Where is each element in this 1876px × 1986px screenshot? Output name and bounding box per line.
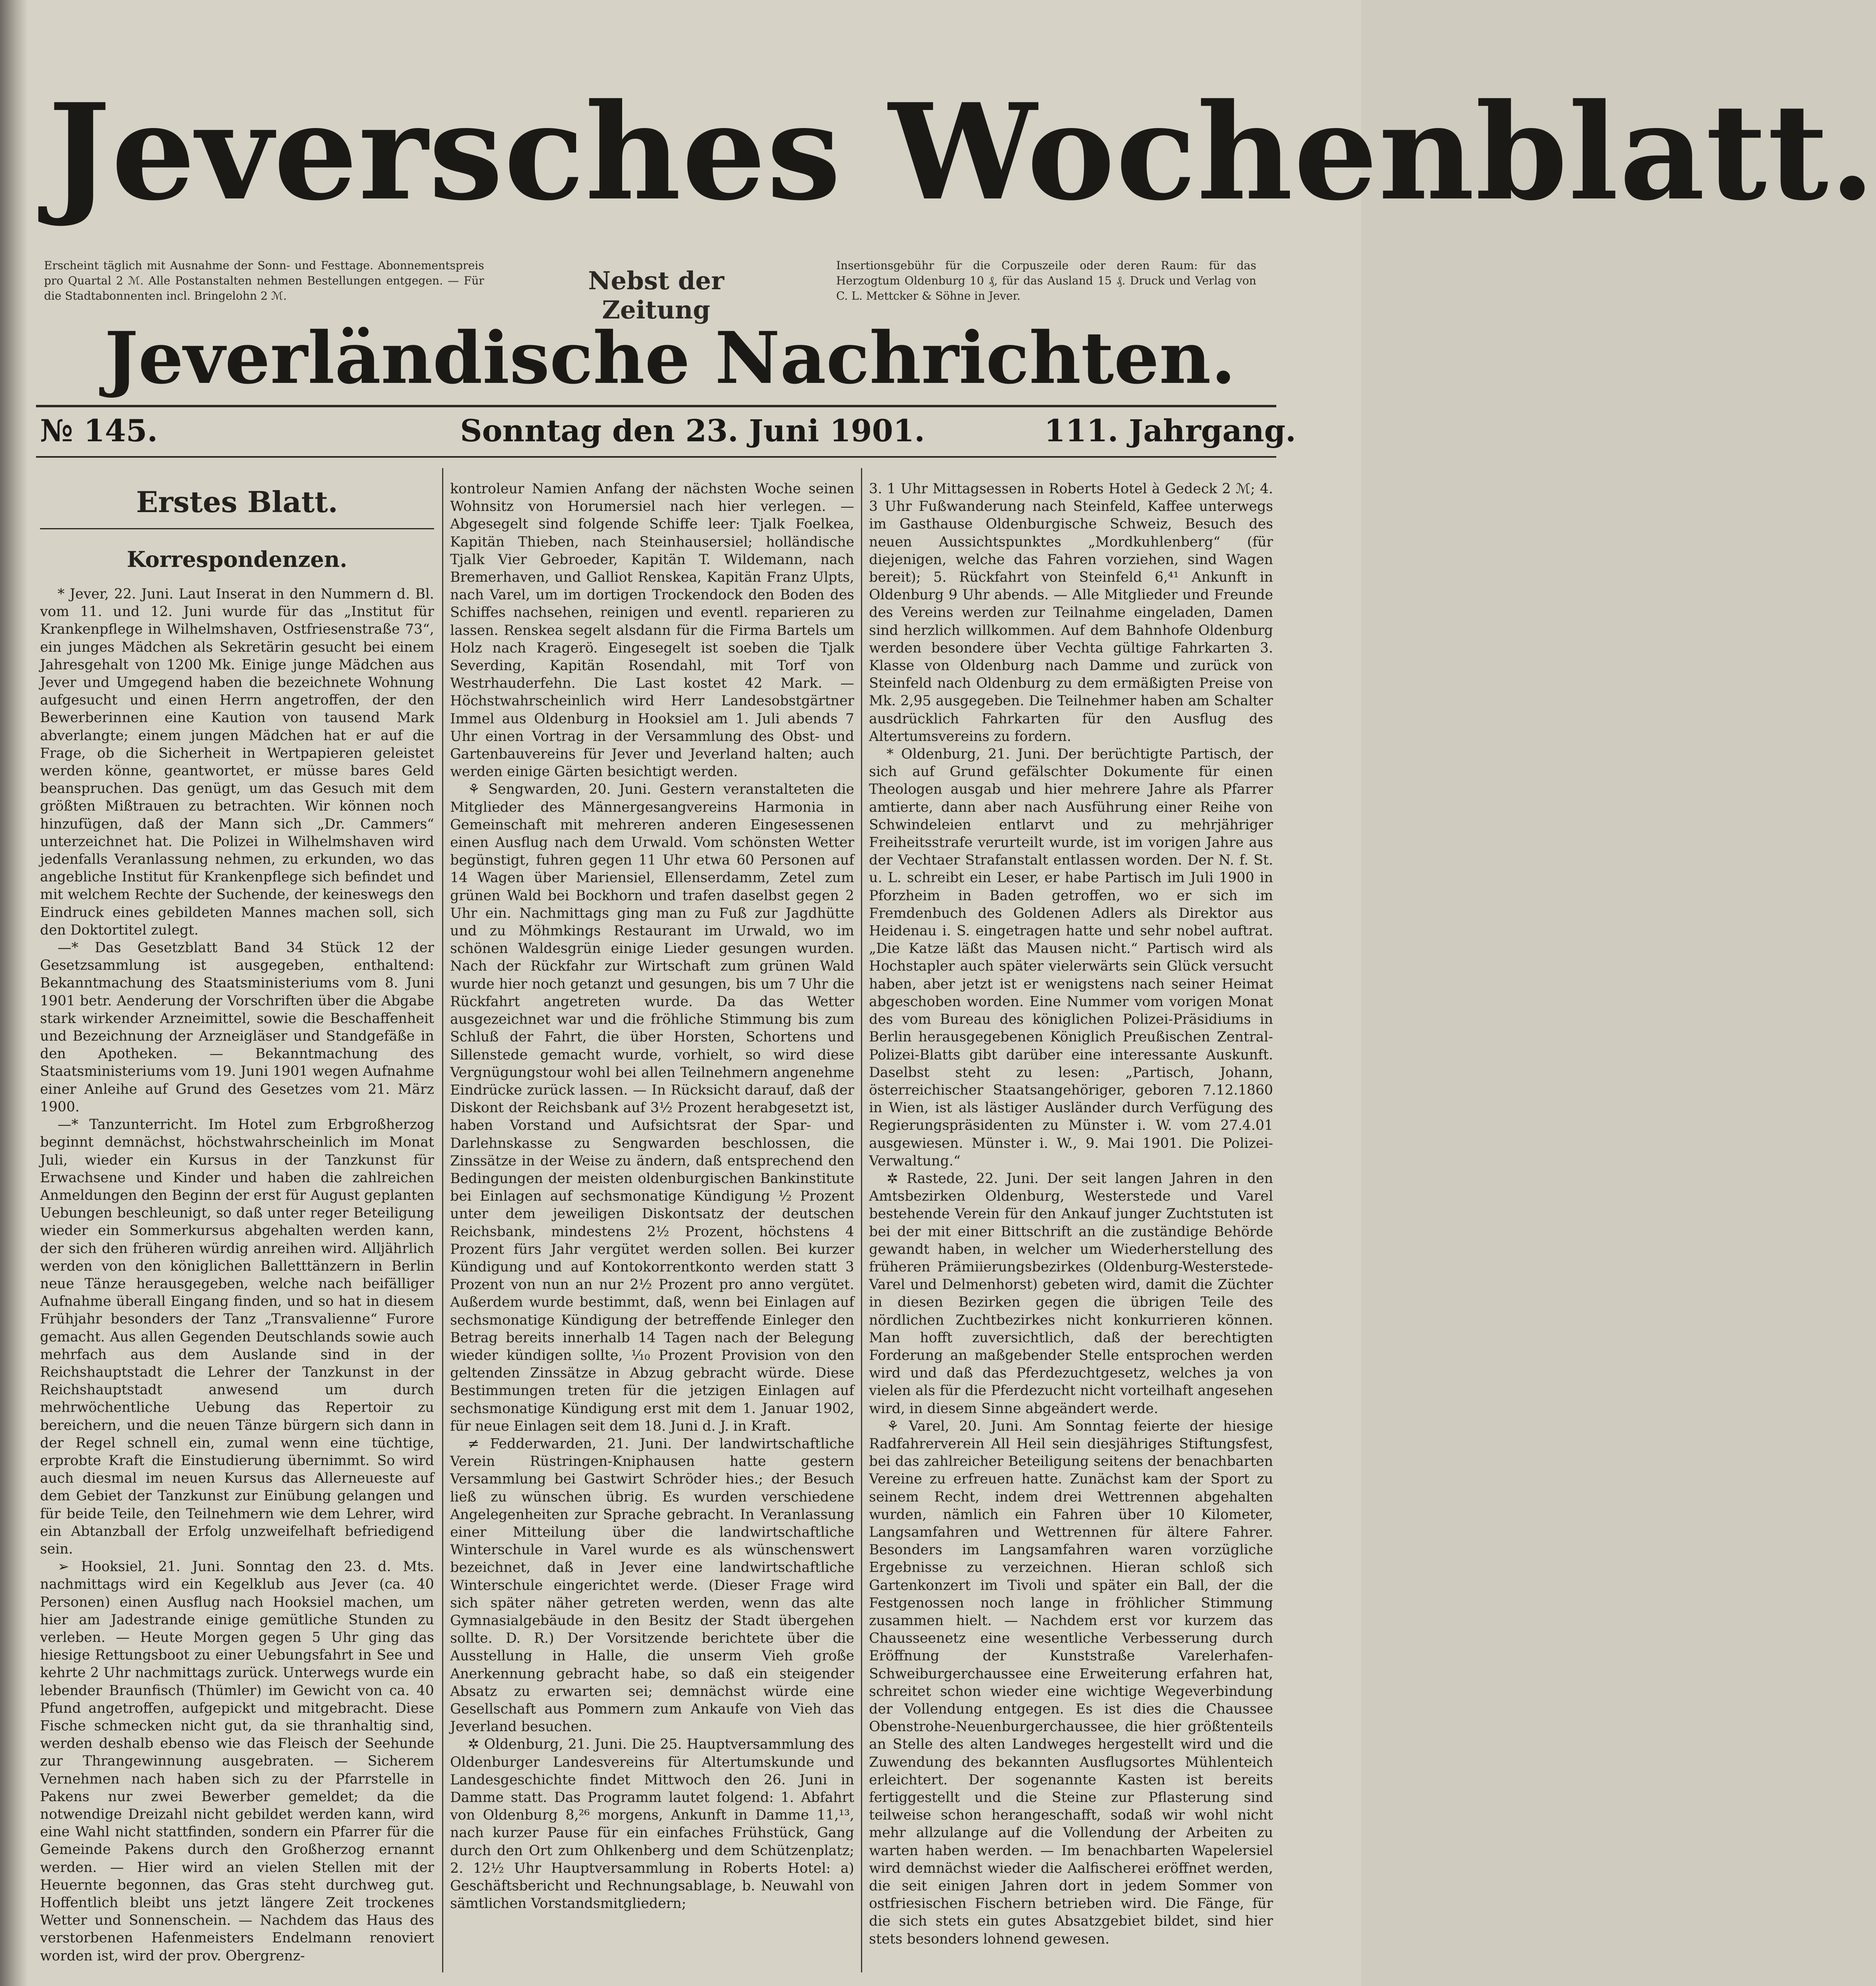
column-1 — [40, 480, 434, 1972]
subscription-info: Erscheint täglich mit Ausnahme der Sonn- und Festtage. Abonnementspreis pro Quartal 2 ℳ. Alle Postanstalten nehmen Bestellungen entgegen. — Für die Stadtabonnenten incl. Bringelohn 2 ℳ. — [44, 259, 484, 302]
masthead-subtitle: Jeverländische Nachrichten. — [104, 316, 1236, 400]
page-binding-edge — [0, 0, 28, 1986]
heading-rule — [40, 528, 434, 529]
issue-rule-top — [36, 405, 1276, 407]
column-divider-1 — [442, 468, 443, 1972]
masthead-middle-line: Nebst der Zeitung — [588, 266, 725, 324]
article-sengwarden: ⚘ Sengwarden, 20. Juni. Gestern veranstalteten die Mitglieder des Männergesangvereins Harmonia in Gemeinschaft mit mehreren anderen Eingesessenen einen Ausflug nach dem Urwald. Vom schönsten Wetter begünstigt, fuhren gegen 11 Uhr etwa 60 Personen auf 14 Wagen über Mariensiel, Ellenserdamm, Zetel zum grünen Wald bei Bockhorn und trafen daselbst gegen 2 Uhr ein. Nachmittags ging man zu Fuß zur Jagdhütte und zu Möhmkings Restaurant im Urwald, wo im schönen Waldesgrün einige Lieder gesungen wurden. Nach der Rückfahr zur Wirtschaft zum grünen Wald wurde hier noch getanzt und gesungen, bis um 7 Uhr die Rückfahrt angetreten wurde. Da das Wetter ausgezeichnet war und die fröhliche Stimmung bis zum Schluß der Fahrt, die über Horsten, Schortens und Sillenstede gemacht wurde, vorhielt, so wird diese Vergnügungstour wohl bei allen Teilnehmern angenehme Eindrücke zurück lassen. — In Rücksicht darauf, daß der Diskont der Reichsbank auf 3½ Prozent herabgesetzt ist, haben Vorstand und Aufsichtsrat der Spar- und Darlehnskasse zu Sengwarden beschlossen, die Zinssätze in der Weise zu ändern, daß entsprechend den Bedingungen der meisten oldenburgischen Bankinstitute bei Einlagen auf sechsmonatige Kündigung ½ Prozent unter dem jeweiligen Diskontsatz der deutschen Reichsbank, mindestens 2½ Prozent, höchstens 4 Prozent fürs Jahr vergütet werden sollen. Bei kurzer Kündigung und auf Kontokorrentkonto werden statt 3 Prozent von nun an nur 2½ Prozent pro anno vergütet. Außerdem wurde bestimmt, daß, wenn bei Einlagen auf sechsmonatige Kündigung der betreffende Einleger den Betrag bereits innerhalb 14 Tagen nach der Belegung wieder kündigen sollte, ¹⁄₁₀ Prozent Provision von den geltenden Zinssätze in Abzug gebracht würde. Diese Bestimmungen treten für die jetzigen Einlagen auf sechsmonatige Kündigung erst mit dem 1. Januar 1902, für neue Einlagen seit dem 18. Juni d. J. in Kraft. — [450, 781, 854, 1434]
column-3 — [869, 480, 1273, 1972]
masthead-title: Jeversches Wochenblatt. — [48, 74, 1876, 230]
article-oldenburg-partisch: * Oldenburg, 21. Juni. Der berüchtigte Partisch, der sich auf Grund gefälschter Dokumente für einen Theologen ausgab und hier mehrere Jahre als Pfarrer amtierte, dann aber nach Ausführung einer Reihe von Schwindeleien entlarvt und zu mehrjähriger Freiheitsstrafe verurteilt wurde, ist im vorigen Jahre aus der Vechtaer Strafanstalt entlassen worden. Der N. f. St. u. L. schreibt ein Leser, er habe Partisch im Juli 1900 in Pforzheim in Baden getroffen, wo er sich im Fremdenbuch des Goldenen Adlers als Direktor aus Heidenau i. S. eingetragen hatte und sehr nobel auftrat. „Die Katze läßt das Mausen nicht.“ Partisch wird als Hochstapler auch später vielerwärts sein Glück versucht haben, aber jetzt ist er wenigstens nach seiner Heimat abgeschoben worden. Eine Nummer vom vorigen Monat des vom Bureau des königlichen Polizei-Präsidiums in Berlin herausgegebenen Königlich Preußischen Zentral-Polizei-Blatts gibt darüber eine interessante Auskunft. Daselbst steht zu lesen: „Partisch, Johann, österreichischer Staatsangehöriger, geboren 7.12.1860 in Wien, ist als lästiger Ausländer durch Verfügung des Regierungspräsidenten zu Münster i. W. vom 27.4.01 ausgewiesen. Münster i. W., 9. Mai 1901. Die Polizei-Verwaltung.“ — [869, 746, 1273, 1169]
article-jever: * Jever, 22. Juni. Laut Inserat in den Nummern d. Bl. vom 11. und 12. Juni wurde für das „Institut für Krankenpflege in Wilhelmshaven, Ostfriesenstraße 73“, ein junges Mädchen als Sekretärin gesucht bei einem Jahresgehalt von 1200 Mk. Einige junge Mädchen aus Jever und Umgegend haben die bezeichnete Wohnung aufgesucht und einen Herrn angetroffen, der den Bewerberinnen eine Kaution von tausend Mark abverlangte; einem jungen Mädchen hat er auf die Frage, ob die Sicherheit in Wertpapieren geleistet werden könne, geantwortet, er müsse bares Geld beanspruchen. Das genügt, um das Gesuch mit dem größten Mißtrauen zu betrachten. Wir können noch hinzufügen, daß der Mann sich „Dr. Cammers“ unterzeichnet hat. Die Polizei in Wilhelmshaven wird jedenfalls Veranlassung nehmen, zu erkunden, wo das angebliche Institut für Krankenpflege sich befindet und mit welchem Rechte der Suchende, der keineswegs den Eindruck eines gebildeten Mannes machen soll, sich den Doktortitel zulegt. — [40, 586, 434, 938]
article-rastede: ✲ Rastede, 22. Juni. Der seit langen Jahren in den Amtsbezirken Oldenburg, Westerstede und Varel bestehende Verein für den Ankauf junger Zuchtstuten ist bei der mit einer Bittschrift an die zuständige Behörde gewandt haben, in welcher um Wiederherstellung des früheren Prämiierungsbezirkes (Oldenburg-Westerstede-Varel und Delmenhorst) gebeten wird, damit die Züchter in diesen Bezirken gegen die übrigen Teile des nördlichen Zuchtbezirkes nicht konkurrieren können. Man hofft zuversichtlich, daß der berechtigten Forderung an maßgebender Stelle entsprochen werden wird und daß das Pferdezuchtgesetz, welches ja von vielen als für die Pferdezucht nicht vorteilhaft angesehen wird, in diesem Sinne abgeändert werde. — [869, 1170, 1273, 1417]
article-gesetzblatt: —* Das Gesetzblatt Band 34 Stück 12 der Gesetzsammlung ist ausgegeben, enthaltend: Bekanntmachung des Staatsministeriums vom 8. Juni 1901 betr. Aenderung der Vorschriften über die Abgabe stark wirkender Arzneimittel, sowie die Beschaffenheit und Bezeichnung der Arzneigläser und Standgefäße in den Apotheken. — Bekanntmachung des Staatsministeriums vom 19. Juni 1901 wegen Aufnahme einer Anleihe auf Grund des Gesetzes vom 21. März 1900. — [40, 940, 434, 1115]
article-varel: ⚘ Varel, 20. Juni. Am Sonntag feierte der hiesige Radfahrerverein All Heil sein diesjähriges Stiftungsfest, bei das zahlreicher Beteiligung seitens der benachbarten Vereine zu erfreuen hatte. Zunächst kam der Sport zu seinem Recht, indem drei Wettrennen abgehalten wurden, nämlich ein Fahren über 10 Kilometer, Langsamfahren und Wettrennen für ältere Fahrer. Besonders im Langsamfahren waren vorzügliche Ergebnisse zu verzeichnen. Hieran schloß sich Gartenkonzert im Tivoli und später ein Ball, der die Festgenossen noch lange in fröhlicher Stimmung zusammen hielt. — Nachdem erst vor kurzem das Chausseenetz eine wesentliche Verbesserung durch Eröffnung der Kunststraße Varelerhafen-Schweiburgerchaussee eine Erweiterung erfahren hat, schreitet schon wieder eine wichtige Wegeverbindung der Vollendung entgegen. Es ist dies die Chaussee Obenstrohe-Neuenburgerchaussee, die hier größtenteils an Stelle des alten Landweges hergestellt wird und die Zuwendung des bekannten Ausflugsortes Mühlenteich erleichtert. Der sogenannte Kasten ist bereits fertiggestellt und die Steine zur Pflasterung sind teilweise schon herangeschafft, sodaß wir wohl nicht mehr allzulange auf die Vollendung der Arbeiten zu warten haben werden. — Im benachbarten Wapelersiel wird demnächst wieder die Aalfischerei eröffnet werden, die seit einigen Jahren dort in jedem Sommer von ostfriesischen Fischern betrieben wird. Die Fänge, für die sich stets ein gutes Absatzgebiet bildet, sind hier stets besonders lohnend gewesen. — [869, 1418, 1273, 1947]
issue-year: 111. Jahrgang. — [1044, 413, 1296, 448]
column-2 — [450, 480, 854, 1972]
article-hooksiel-continued: kontroleur Namien Anfang der nächsten Woche seinen Wohnsitz von Horumersiel nach hier verlegen. — Abgesegelt sind folgende Schiffe leer: Tjalk Foelkea, Kapitän Thieben, nach Steinhausersiel; holländische Tjalk Vier Gebroeder, Kapitän T. Wildemann, nach Bremerhaven, und Galliot Renskea, Kapitän Franz Ulpts, nach Varel, um im dortigen Trockendock den Boden des Schiffes nachsehen, reinigen und eventl. reparieren zu lassen. Renskea segelt alsdann für die Firma Bartels um Holz nach Kragerö. Eingesegelt ist soeben die Tjalk Severding, Kapitän Rosendahl, mit Torf von Westrhauderfehn. Die Last kostet 42 Mark. — Höchstwahrscheinlich wird Herr Landesobstgärtner Immel aus Oldenburg in Hooksiel am 1. Juli abends 7 Uhr einen Vortrag in der Versammlung des Obst- und Gartenbauvereins für Jever und Jeverland halten; auch werden einige Gärten besichtigt werden. — [450, 481, 854, 780]
article-oldenburg-continued: 3. 1 Uhr Mittagsessen in Roberts Hotel à Gedeck 2 ℳ; 4. 3 Uhr Fußwanderung nach Steinfeld, Kaffee unterwegs im Gasthause Oldenburgische Schweiz, Besuch des neuen Aussichtspunktes „Mordkuhlenberg“ (für diejenigen, welche das Fahren vorziehen, sind Wagen bereit); 5. Rückfahrt von Steinfeld 6,⁴¹ Ankunft in Oldenburg 9 Uhr abends. — Alle Mitglieder und Freunde des Vereins werden zur Teilnahme eingeladen, Damen sind herzlich willkommen. Auf dem Bahnhofe Oldenburg werden besondere über Vechta gültige Fahrkarten 3. Klasse von Oldenburg nach Damme und zurück von Steinfeld nach Oldenburg zu dem ermäßigten Preise von Mk. 2,95 ausgegeben. Die Teilnehmer haben am Schalter ausdrücklich Fahrkarten für den Ausflug des Altertumsvereins zu fordern. — [869, 481, 1273, 745]
issue-number: № 145. — [40, 413, 158, 448]
article-tanzunterricht: —* Tanzunterricht. Im Hotel zum Erbgroßherzog beginnt demnächst, höchstwahrscheinlich im Monat Juli, wieder ein Kursus in der Tanzkunst für Erwachsene und Kinder und haben die zahlreichen Anmeldungen den Beginn der erst für August geplanten Uebungen beschleunigt, so daß unter reger Beteiligung wieder ein Sommerkursus abgehalten werden kann, der sich den früheren würdig anreihen wird. Alljährlich werden von den königlichen Balletttänzern in Berlin neue Tänze herausgegeben, welche nach beifälliger Aufnahme überall Eingang finden, und so hat in diesem Frühjahr besonders der Tanz „Transvalienne“ Furore gemacht. Aus allen Gegenden Deutschlands sowie auch mehrfach aus dem Auslande sind in der Reichshauptstadt die Lehrer der Tanzkunst in der Reichshauptstadt anwesend um durch mehrwöchentliche Uebung das Repertoir zu bereichern, und die neuen Tänze bürgern sich dann in der Regel schnell ein, zumal wenn eine tüchtige, erprobte Kraft die Einstudierung übernimmt. So wird auch diesmal im neuen Kursus das Allerneueste auf dem Gebiet der Tanzkunst zur Einübung gelangen und für beide Teile, den Teilnehmern wie dem Lehrer, wird ein Abtanzball der Erfolg unzweifelhaft befriedigend sein. — [40, 1117, 434, 1557]
article-hooksiel: ➢ Hooksiel, 21. Juni. Sonntag den 23. d. Mts. nachmittags wird ein Kegelklub aus Jever (ca. 40 Personen) einen Ausflug nach Hooksiel machen, um hier am Jadestrande einige gemütliche Stunden zu verleben. — Heute Morgen gegen 5 Uhr ging das hiesige Rettungsboot zu einer Uebungsfahrt in See und kehrte 2 Uhr nachmittags zurück. Unterwegs wurde ein lebender Braunfisch (Thümler) im Gewicht von ca. 40 Pfund angetroffen, aufgepickt und mitgebracht. Diese Fische schmecken nicht gut, da sie thranhaltig sind, werden deshalb ebenso wie das Fleisch der Seehunde zur Thrangewinnung ausgebraten. — Sicherem Vernehmen nach haben sich zu der Pfarrstelle in Pakens nur zwei Bewerber gemeldet; da die notwendige Dreizahl nicht gebildet werden kann, wird eine Wahl nicht stattfinden, sondern ein Pfarrer für die Gemeinde Pakens durch den Großherzog ernannt werden. — Hier wird an vielen Stellen mit der Heuernte begonnen, das Gras steht durchweg gut. Hoffentlich bleibt uns jetzt längere Zeit trockenes Wetter und Sonnenschein. — Nachdem das Haus des verstorbenen Hafenmeisters Endelmann renoviert worden ist, wird der prov. Obergrenz- — [40, 1559, 434, 1964]
first-sheet-heading: Erstes Blatt. — [136, 485, 338, 519]
insertion-fee-info: Insertionsgebühr für die Corpuszeile oder deren Raum: für das Herzogtum Oldenburg 10 ₰, für das Ausland 15 ₰. Druck und Verlag von C. L. Mettcker & Söhne in Jever. — [836, 259, 1256, 302]
issue-date: Sonntag den 23. Juni 1901. — [460, 413, 925, 448]
section-heading: Korrespondenzen. — [127, 547, 347, 572]
article-oldenburg-altertum: ✲ Oldenburg, 21. Juni. Die 25. Hauptversammlung des Oldenburger Landesvereins für Altertumskunde und Landesgeschichte findet Mittwoch den 26. Juni in Damme statt. Das Programm lautet folgend: 1. Abfahrt von Oldenburg 8,²⁶ morgens, Ankunft in Damme 11,¹³, nach kurzer Pause für ein einfaches Frühstück, Gang durch den Ort zum Ohlkenberg und dem Schützenplatz; 2. 12½ Uhr Hauptversammlung in Roberts Hotel: a) Geschäftsbericht und Rechnungsablage, b. Neuwahl von sämtlichen Vorstandsmitgliedern; — [450, 1736, 854, 1912]
column-divider-2 — [861, 468, 862, 1972]
article-fedderwarden: ≠ Fedderwarden, 21. Juni. Der landwirtschaftliche Verein Rüstringen-Kniphausen hatte gestern Versammlung bei Gastwirt Schröder hies.; der Besuch ließ zu wünschen übrig. Es wurden verschiedene Angelegenheiten zur Sprache gebracht. In Veranlassung einer Mitteilung über die landwirtschaftliche Winterschule in Varel wurde es als wünschenswert bezeichnet, daß in Jever eine landwirtschaftliche Winterschule eingerichtet werde. (Dieser Frage wird sich später näher getreten werden, wenn das alte Gymnasialgebäude in den Besitz der Stadt übergehen sollte. D. R.) Der Vorsitzende berichtete über die Ausstellung in Halle, die unserm Vieh große Anerkennung gebracht habe, so daß ein steigender Absatz zu erwarten sei; demnächst würde eine Gesellschaft aus Pommern zum Ankaufe von Vieh das Jeverland besuchen. — [450, 1435, 854, 1735]
issue-rule-bottom — [36, 456, 1276, 458]
